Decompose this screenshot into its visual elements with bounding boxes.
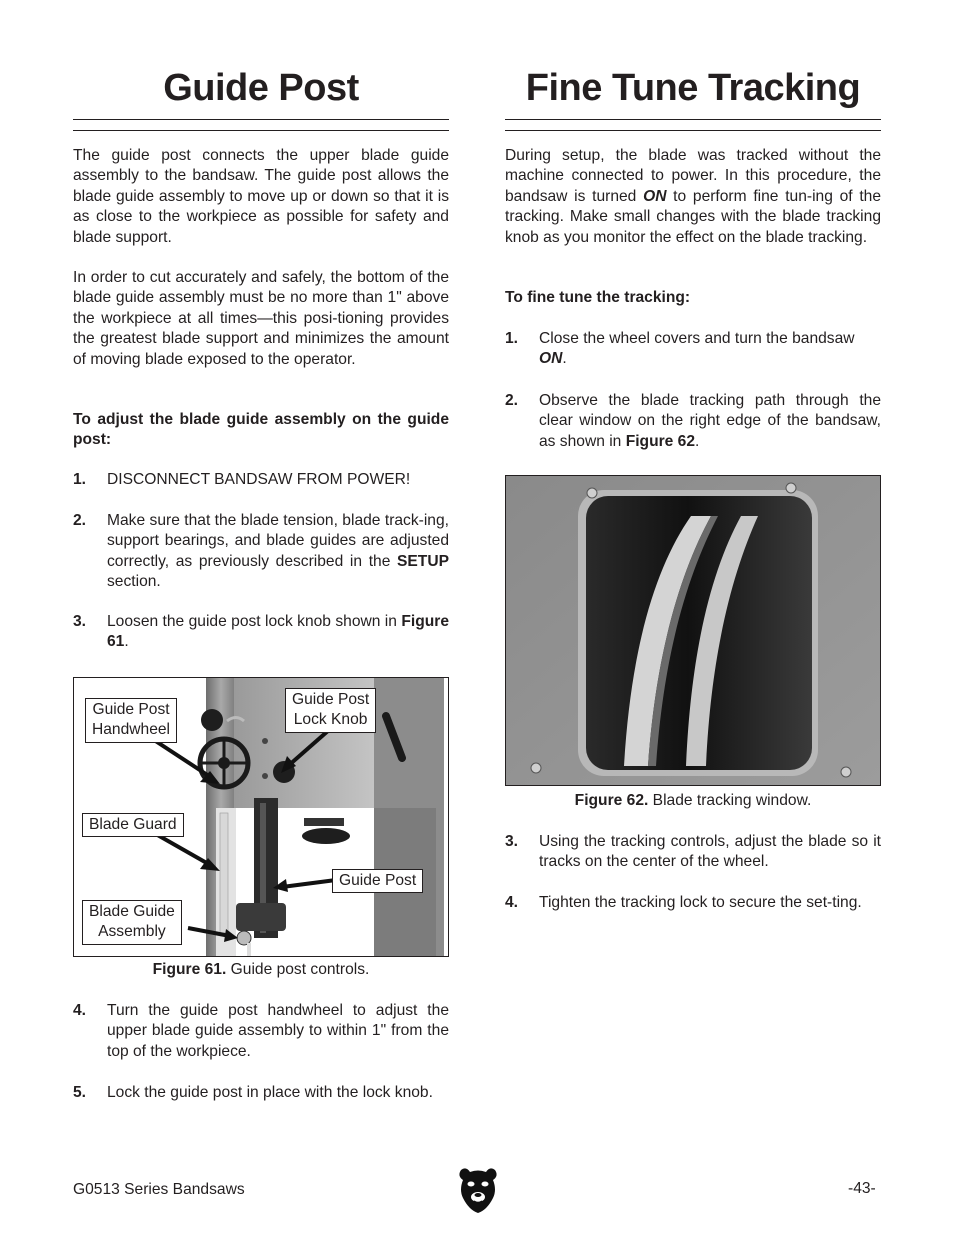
step-text: Observe the blade tracking path through the clear window on the right edge of the bandsaw, as shown in Figure 62. (539, 392, 881, 450)
title-rule-top (73, 119, 449, 120)
step-item (73, 1083, 449, 1103)
step-text: Lock the guide post in place with the lock knob. (107, 1084, 433, 1101)
step-text: Using the tracking controls, adjust the blade so it tracks on the center of the wheel. (539, 833, 881, 871)
tracking-intro: During setup, the blade was tracked without the machine connected to power. In this procedure, the bandsaw is turned ON to perform fine tun-ing of the tracking. Make small changes with the blade tracking knob as you monitor the effect on the blade tracking. (505, 147, 881, 246)
step-number: 5. (73, 1084, 87, 1101)
step-number: 2. (73, 512, 87, 529)
figure-61-guide-post-photo (73, 677, 449, 957)
figure-62-reference: Figure 62 (625, 432, 696, 450)
step-item (505, 832, 881, 873)
footer-page-number: -43- (848, 1180, 876, 1197)
step-text: Make sure that the blade tension, blade track-ing, support bearings, and blade guides are adjusted correctly, as previously described in the SETUP section. (107, 512, 449, 591)
figure-61-caption: Figure 61. Guide post controls. (152, 961, 370, 978)
step-item (73, 612, 449, 653)
step-text: DISCONNECT BANDSAW FROM POWER! (107, 471, 411, 488)
step-number: 1. (73, 471, 87, 488)
title-rule-bottom (505, 130, 881, 131)
callout-guide-post-handwheel: Guide Post Handwheel (85, 698, 177, 743)
figure-62-caption: Figure 62. Blade tracking window. (574, 792, 812, 809)
setup-reference: SETUP (397, 552, 449, 570)
step-number: 3. (505, 833, 519, 850)
section-title-fine-tune-tracking: Fine Tune Tracking (525, 67, 861, 109)
guide-post-intro-1: The guide post connects the upper blade guide assembly to the bandsaw. The guide post allows the blade guide assembly to move up or down so that it is as close to the workpiece as possible for safety and blade support. (73, 147, 449, 246)
step-number: 2. (505, 392, 519, 409)
step-text: Turn the guide post handwheel to adjust the upper blade guide assembly to within 1" from the top of the workpiece. (107, 1002, 449, 1060)
bear-head-logo-icon (457, 1166, 499, 1214)
section-title-guide-post: Guide Post (163, 67, 359, 109)
callout-guide-post-lock-knob: Guide Post Lock Knob (285, 688, 376, 733)
footer-model-name: G0513 Series Bandsaws (73, 1181, 245, 1198)
step-text: Loosen the guide post lock knob shown in Figure 61. (107, 613, 449, 651)
step-number: 1. (505, 330, 519, 347)
step-item (73, 470, 449, 490)
guide-post-procedure-heading: To adjust the blade guide assembly on the guide post: (73, 411, 449, 449)
step-text: Tighten the tracking lock to secure the set-ting. (539, 894, 862, 911)
title-rule-top (505, 119, 881, 120)
step-item (505, 329, 881, 370)
figure-62-tracking-window-photo (505, 475, 881, 786)
step-item (505, 391, 881, 452)
figure-61-reference: Figure 61 (107, 613, 449, 651)
step-item (73, 1001, 449, 1062)
callout-guide-post: Guide Post (332, 869, 423, 893)
step-item (73, 511, 449, 593)
step-text: Close the wheel covers and turn the bandsaw ON. (539, 330, 855, 368)
callout-blade-guard: Blade Guard (82, 813, 184, 837)
blade-tracking-window-illustration (506, 476, 881, 786)
callout-blade-guide-assembly: Blade Guide Assembly (82, 900, 182, 945)
step-number: 3. (73, 613, 87, 630)
step-number: 4. (505, 894, 519, 911)
guide-post-intro-2: In order to cut accurately and safely, the bottom of the blade guide assembly must be no more than 1" above the workpiece at all times—this posi-tioning provides the greatest blade support and minimizes the amount of moving blade exposed to the operator. (73, 269, 449, 368)
title-rule-bottom (73, 130, 449, 131)
step-item (505, 893, 881, 913)
tracking-procedure-heading: To fine tune the tracking: (505, 289, 691, 306)
step-number: 4. (73, 1002, 87, 1019)
